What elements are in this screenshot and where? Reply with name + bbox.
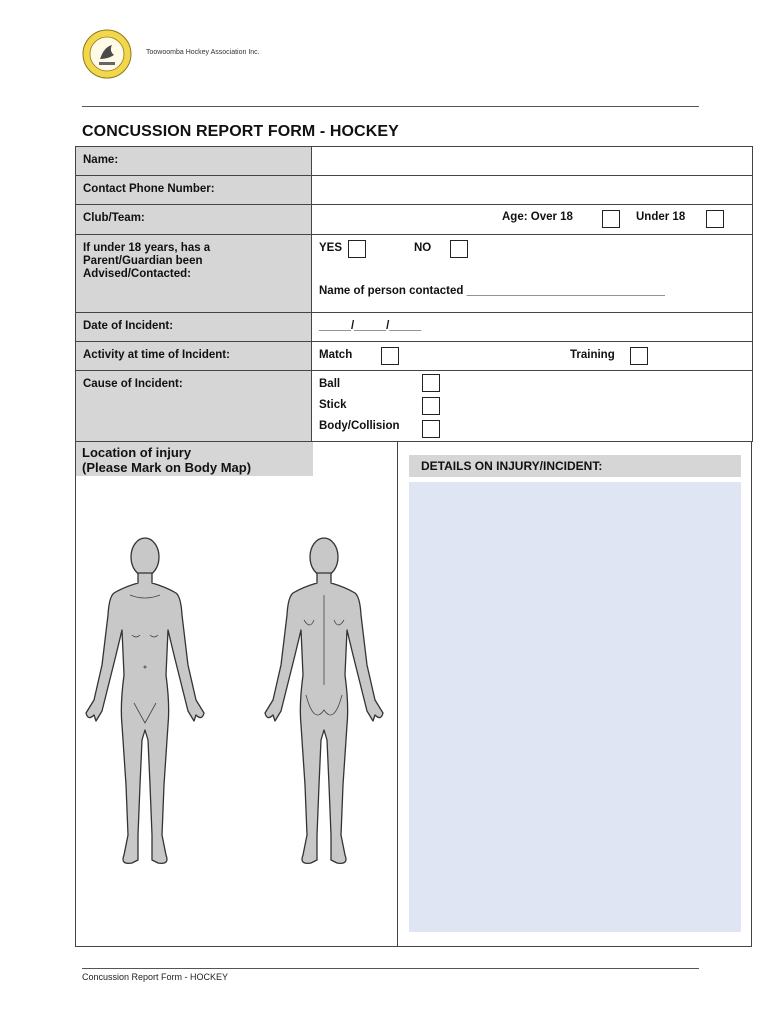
- guardian-label-text: If under 18 years, has a Parent/Guardian been Advised/Contacted:: [83, 242, 211, 280]
- cause-body-checkbox[interactable]: [422, 420, 440, 438]
- name-field[interactable]: [312, 147, 753, 176]
- header-divider: [82, 106, 699, 107]
- row-date: [76, 313, 753, 342]
- cause-ball-checkbox[interactable]: [422, 374, 440, 392]
- association-logo: [82, 29, 132, 79]
- organization-name: Toowoomba Hockey Association Inc.: [146, 49, 260, 56]
- no-label: NO: [414, 242, 432, 254]
- match-checkbox[interactable]: [381, 347, 399, 365]
- yes-label: YES: [319, 242, 343, 254]
- training-checkbox[interactable]: [630, 347, 648, 365]
- date-label: Date of Incident:: [76, 313, 312, 342]
- row-club: [76, 205, 753, 235]
- cause-stick-checkbox[interactable]: [422, 397, 440, 415]
- row-guardian: [76, 235, 753, 313]
- training-label: Training: [570, 349, 615, 361]
- phone-field[interactable]: [312, 176, 753, 205]
- club-field[interactable]: [312, 205, 753, 235]
- under18-checkbox[interactable]: [706, 210, 724, 228]
- footer-text: Concussion Report Form - HOCKEY: [82, 972, 229, 982]
- body-map-back[interactable]: [264, 535, 384, 880]
- phone-label: Contact Phone Number:: [76, 176, 312, 205]
- cause-ball-label: Ball: [319, 378, 341, 390]
- section-divider: [397, 441, 398, 947]
- date-value: _____/_____/_____: [319, 320, 422, 332]
- yes-checkbox[interactable]: [348, 240, 366, 258]
- details-label: DETAILS ON INJURY/INCIDENT:: [421, 459, 603, 473]
- row-cause: [76, 371, 753, 442]
- report-form-table: [75, 146, 753, 442]
- age-over18-label: Age: Over 18: [502, 211, 573, 223]
- cause-stick-label: Stick: [319, 399, 347, 411]
- row-phone: [76, 176, 753, 205]
- club-label: Club/Team:: [76, 205, 312, 235]
- under18-label: Under 18: [636, 211, 686, 223]
- location-label: Location of injury (Please Mark on Body Map): [82, 445, 252, 475]
- name-label: Name:: [76, 147, 312, 176]
- activity-label: Activity at time of Incident:: [76, 342, 312, 371]
- guardian-label: [76, 235, 312, 313]
- no-checkbox[interactable]: [450, 240, 468, 258]
- activity-field: [312, 342, 753, 371]
- row-name: [76, 147, 753, 176]
- row-activity: [76, 342, 753, 371]
- guardian-field: [312, 235, 753, 313]
- match-label: Match: [319, 349, 353, 361]
- person-contacted-field[interactable]: Name of person contacted _______________________________: [319, 285, 665, 297]
- over18-checkbox[interactable]: [602, 210, 620, 228]
- cause-label: Cause of Incident:: [76, 371, 312, 442]
- page-title: CONCUSSION REPORT FORM - HOCKEY: [82, 123, 399, 140]
- footer-divider: [82, 968, 699, 969]
- cause-field: [312, 371, 753, 442]
- body-map-front[interactable]: [84, 535, 206, 880]
- details-textarea[interactable]: [409, 482, 741, 932]
- cause-body-label: Body/Collision: [319, 420, 400, 432]
- date-field[interactable]: [312, 313, 753, 342]
